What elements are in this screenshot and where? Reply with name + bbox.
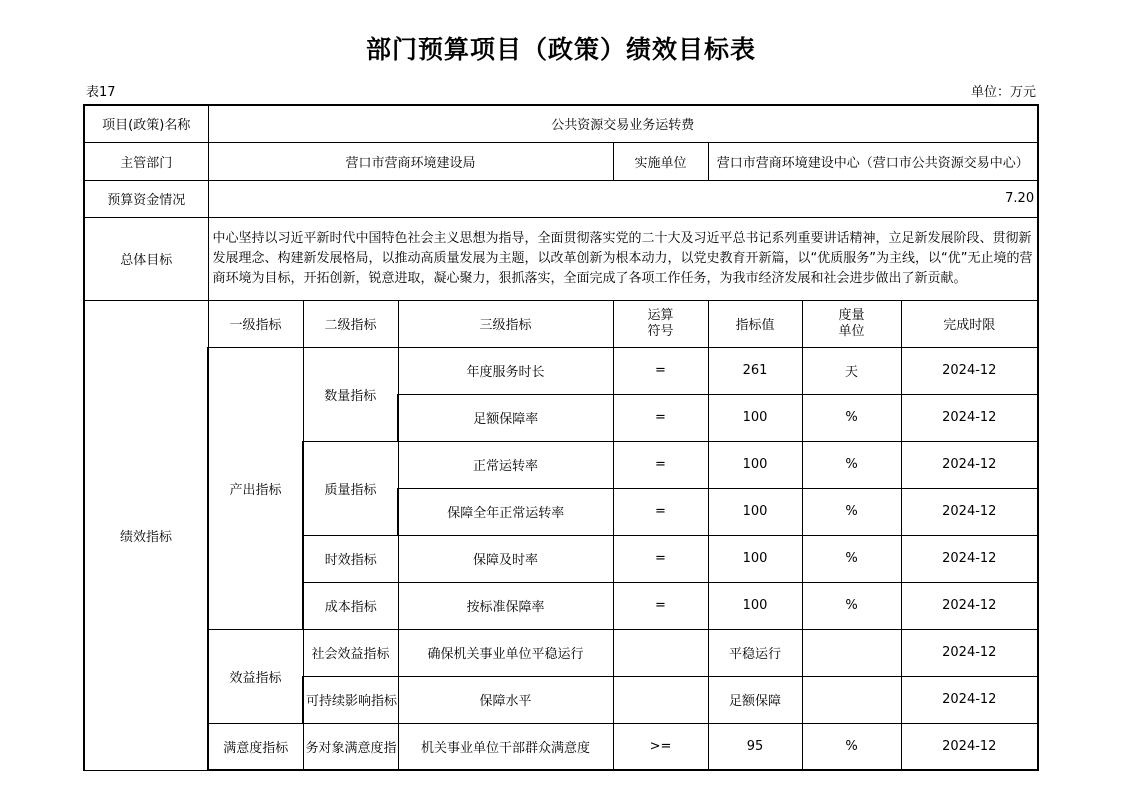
- unit-cell: [802, 676, 901, 723]
- operator-cell: =: [613, 394, 708, 441]
- performance-target-table: [83, 104, 1039, 771]
- operator-cell: [613, 676, 708, 723]
- level2-quantity: 数量指标: [303, 347, 398, 441]
- unit-cell: %: [802, 441, 901, 488]
- level3-cell: 保障水平: [398, 676, 613, 723]
- table-row: [84, 629, 1038, 676]
- level2-timeliness: 时效指标: [303, 535, 398, 582]
- value-cell: 足额保障: [708, 676, 802, 723]
- project-name-label: 项目(政策)名称: [84, 105, 208, 142]
- header-unit: 度量 单位: [802, 300, 901, 347]
- unit-cell: %: [802, 535, 901, 582]
- dept-value: 营口市营商环境建设局: [208, 142, 613, 180]
- indicator-header-row: [84, 300, 1038, 347]
- perf-indicator-label: 绩效指标: [84, 300, 208, 770]
- unit-cell: %: [802, 723, 901, 770]
- level2-cost: 成本指标: [303, 582, 398, 629]
- unit-label: 单位：万元: [970, 85, 1036, 100]
- deadline-cell: 2024-12: [901, 676, 1038, 723]
- unit-cell: %: [802, 488, 901, 535]
- operator-cell: =: [613, 441, 708, 488]
- unit-cell: 天: [802, 347, 901, 394]
- deadline-cell: 2024-12: [901, 394, 1038, 441]
- dept-label: 主管部门: [84, 142, 208, 180]
- value-cell: 100: [708, 582, 802, 629]
- operator-cell: =: [613, 488, 708, 535]
- unit-cell: %: [802, 582, 901, 629]
- unit-cell: [802, 629, 901, 676]
- department-row: [84, 142, 1038, 180]
- level3-cell: 按标准保障率: [398, 582, 613, 629]
- operator-cell: =: [613, 347, 708, 394]
- level2-social: 社会效益指标: [303, 629, 398, 676]
- project-name-value: 公共资源交易业务运转费: [208, 105, 1038, 142]
- level1-benefit: 效益指标: [208, 629, 303, 723]
- budget-label: 预算资金情况: [84, 180, 208, 217]
- operator-cell: >=: [613, 723, 708, 770]
- deadline-cell: 2024-12: [901, 535, 1038, 582]
- page-title: 部门预算项目（政策）绩效目标表: [365, 35, 756, 64]
- header-deadline: 完成时限: [901, 300, 1038, 347]
- level2-sustain: 可持续影响指标: [303, 676, 398, 723]
- level3-cell: 年度服务时长: [398, 347, 613, 394]
- header-level3: 三级指标: [398, 300, 613, 347]
- level3-cell: 机关事业单位干部群众满意度: [398, 723, 613, 770]
- level2-service-obj: 务对象满意度指: [303, 723, 398, 770]
- level3-cell: 确保机关事业单位平稳运行: [398, 629, 613, 676]
- level3-cell: 保障全年正常运转率: [398, 488, 613, 535]
- goal-row: [84, 217, 1038, 300]
- unit-cell: %: [802, 394, 901, 441]
- operator-cell: =: [613, 582, 708, 629]
- value-cell: 95: [708, 723, 802, 770]
- budget-row: [84, 180, 1038, 217]
- table-row: [84, 347, 1038, 394]
- header-level1: 一级指标: [208, 300, 303, 347]
- header-level2: 二级指标: [303, 300, 398, 347]
- table-row: [84, 723, 1038, 770]
- budget-value: 7.20: [208, 180, 1038, 217]
- operator-cell: [613, 629, 708, 676]
- deadline-cell: 2024-12: [901, 723, 1038, 770]
- deadline-cell: 2024-12: [901, 582, 1038, 629]
- level3-cell: 足额保障率: [398, 394, 613, 441]
- goal-label: 总体目标: [84, 217, 208, 300]
- impl-unit-label: 实施单位: [613, 142, 708, 180]
- value-cell: 100: [708, 394, 802, 441]
- header-value: 指标值: [708, 300, 802, 347]
- deadline-cell: 2024-12: [901, 488, 1038, 535]
- project-name-row: [84, 105, 1038, 142]
- goal-text: 中心坚持以习近平新时代中国特色社会主义思想为指导，全面贯彻落实党的二十大及习近平总书记系列重要讲话精神，立足新发展阶段、贯彻新发展理念、构建新发展格局，以推动高质量发展为主题，以改革创新为根本动力，以党史教育开新篇，以“优质服务”为主线，以“优”无止境的营商环境为目标，开拓创新，锐意进取，凝心聚力，狠抓落实，全面完成了各项工作任务，为我市经济发展和社会进步做出了新贡献。: [208, 217, 1038, 300]
- deadline-cell: 2024-12: [901, 441, 1038, 488]
- value-cell: 100: [708, 441, 802, 488]
- level1-output: 产出指标: [208, 347, 303, 629]
- value-cell: 100: [708, 488, 802, 535]
- value-cell: 261: [708, 347, 802, 394]
- value-cell: 平稳运行: [708, 629, 802, 676]
- sheet-number: 表17: [86, 85, 116, 100]
- operator-cell: =: [613, 535, 708, 582]
- level3-cell: 正常运转率: [398, 441, 613, 488]
- header-operator: 运算 符号: [613, 300, 708, 347]
- level3-cell: 保障及时率: [398, 535, 613, 582]
- impl-unit-value: 营口市营商环境建设中心（营口市公共资源交易中心）: [708, 142, 1038, 180]
- value-cell: 100: [708, 535, 802, 582]
- level2-quality: 质量指标: [303, 441, 398, 535]
- deadline-cell: 2024-12: [901, 629, 1038, 676]
- level1-satisfaction: 满意度指标: [208, 723, 303, 770]
- deadline-cell: 2024-12: [901, 347, 1038, 394]
